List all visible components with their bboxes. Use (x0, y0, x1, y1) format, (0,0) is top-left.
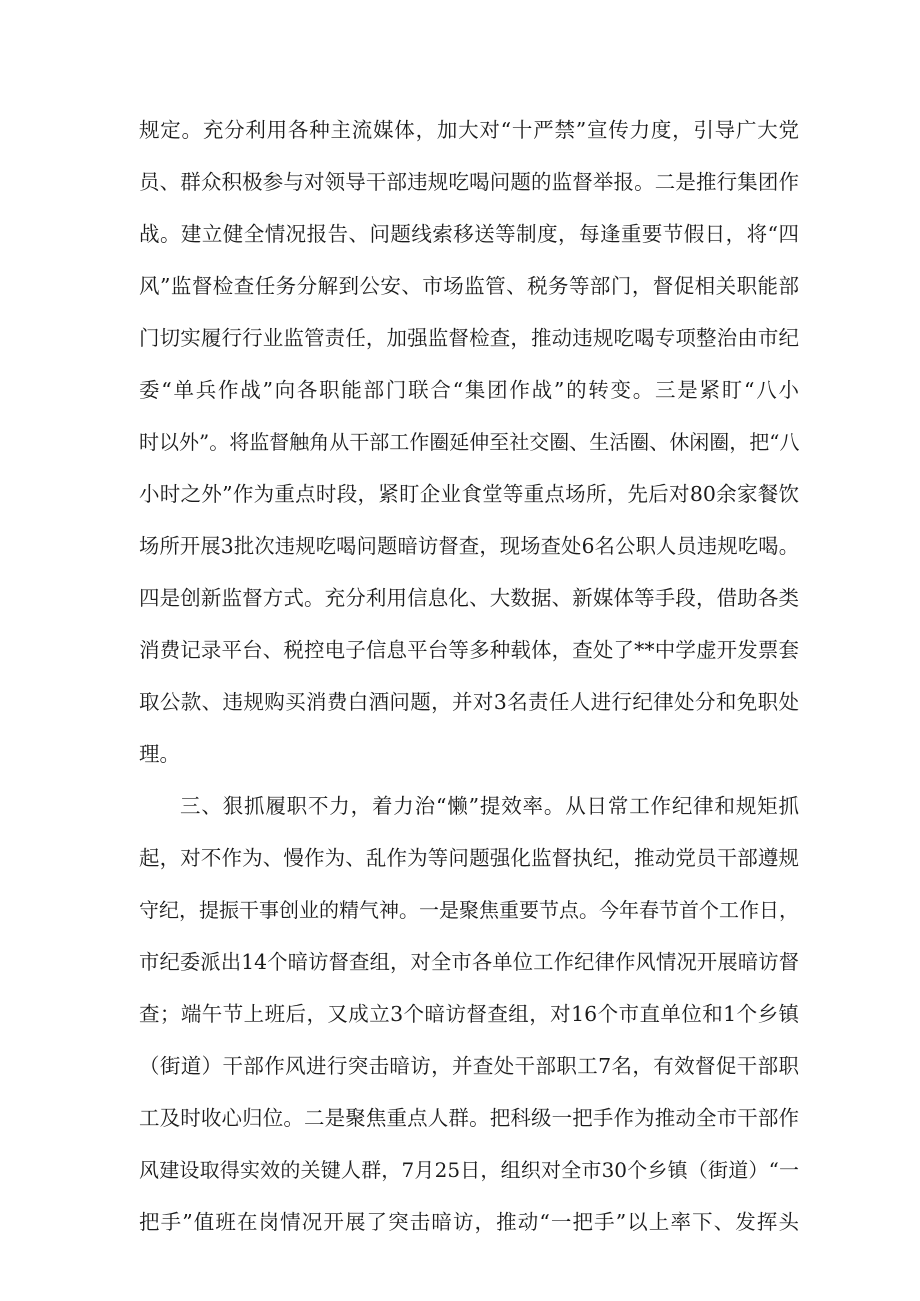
text-line: 场所开展3批次违规吃喝问题暗访督查，现场查处6名公职人员违规吃喝。 (139, 534, 799, 558)
text-line: 委“单兵作战”向各职能部门联合“集团作战”的转变。三是紧盯“八小 (139, 378, 799, 402)
text-line: 四是创新监督方式。充分利用信息化、大数据、新媒体等手段，借助各类 (139, 586, 799, 610)
text-line: 守纪，提振干事创业的精气神。一是聚焦重要节点。今年春节首个工作日， (139, 898, 799, 922)
text-line: （街道）干部作风进行突击暗访，并查处干部职工7名，有效督促干部职 (139, 1054, 799, 1078)
text-line: 风建设取得实效的关键人群，7月25日，组织对全市30个乡镇（街道）“一 (139, 1158, 799, 1182)
text-line: 门切实履行行业监管责任，加强监督检查，推动违规吃喝专项整治由市纪 (139, 326, 799, 350)
text-line: 取公款、违规购买消费白酒问题，并对3名责任人进行纪律处分和免职处 (139, 690, 799, 714)
text-line: 理。 (139, 742, 180, 766)
text-line: 小时之外”作为重点时段，紧盯企业食堂等重点场所，先后对80余家餐饮 (139, 482, 799, 506)
paragraph-first-line: 三、狠抓履职不力，着力治“懒”提效率。从日常工作纪律和规矩抓 (180, 794, 799, 818)
text-line: 规定。充分利用各种主流媒体，加大对“十严禁”宣传力度，引导广大党 (139, 118, 799, 142)
text-line: 起，对不作为、慢作为、乱作为等问题强化监督执纪，推动党员干部遵规 (139, 846, 799, 870)
text-line: 消费记录平台、税控电子信息平台等多种载体，查处了**中学虚开发票套 (139, 638, 799, 662)
text-line: 时以外”。将监督触角从干部工作圈延伸至社交圈、生活圈、休闲圈，把“八 (139, 430, 800, 454)
text-line: 工及时收心归位。二是聚焦重点人群。把科级一把手作为推动全市干部作 (139, 1106, 799, 1130)
text-line: 战。建立健全情况报告、问题线索移送等制度，每逢重要节假日，将“四 (139, 222, 799, 246)
text-line: 把手”值班在岗情况开展了突击暗访，推动“一把手”以上率下、发挥头 (139, 1210, 799, 1234)
text-line: 市纪委派出14个暗访督查组，对全市各单位工作纪律作风情况开展暗访督 (139, 950, 799, 974)
text-line: 风”监督检查任务分解到公安、市场监管、税务等部门，督促相关职能部 (139, 274, 799, 298)
text-line: 查；端午节上班后，又成立3个暗访督查组，对16个市直单位和1个乡镇 (139, 1002, 799, 1026)
text-line: 员、群众积极参与对领导干部违规吃喝问题的监督举报。二是推行集团作 (139, 170, 799, 194)
